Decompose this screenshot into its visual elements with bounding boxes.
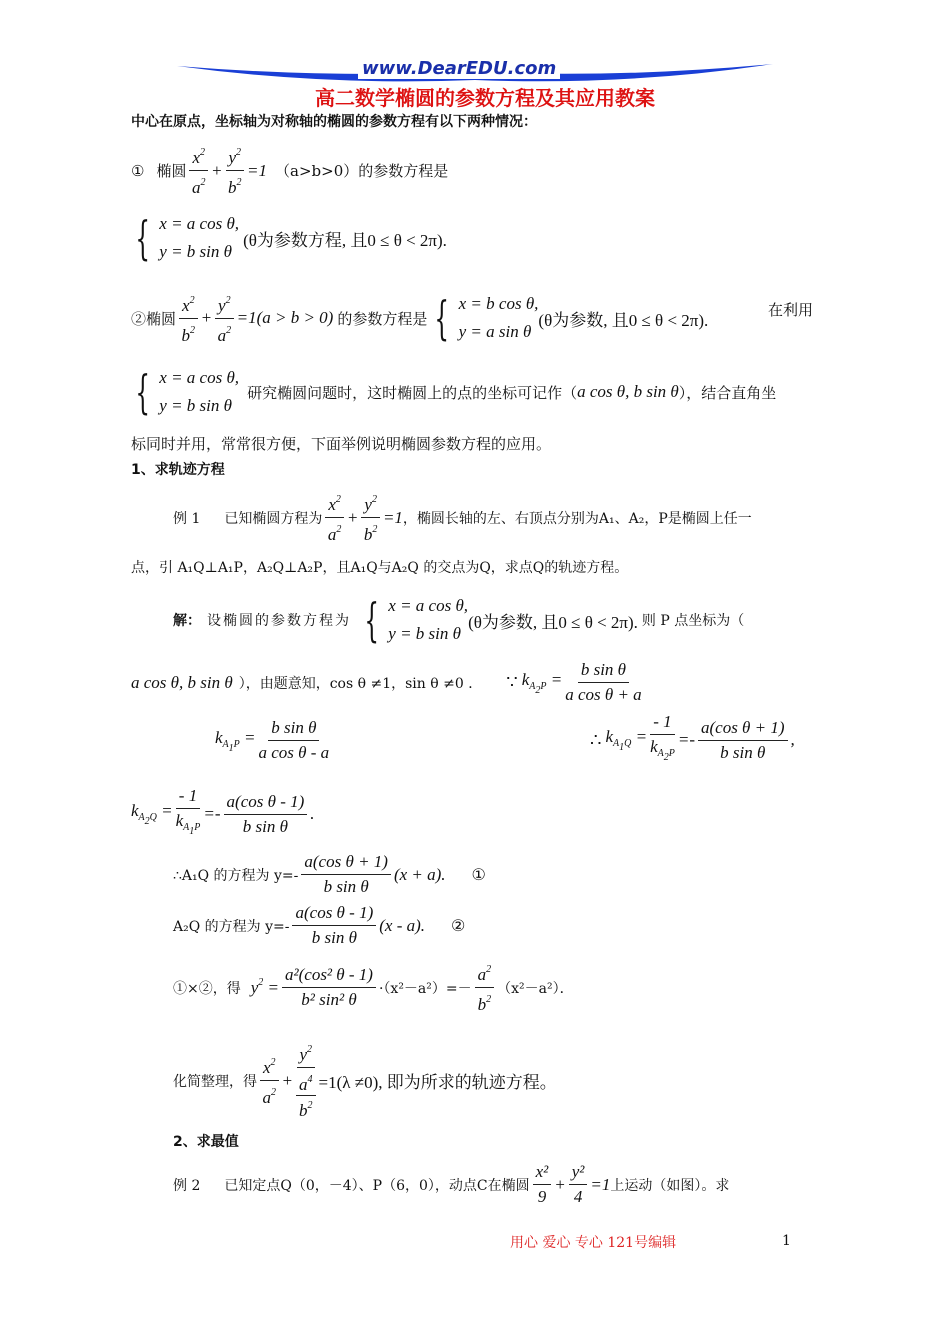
because-symbol: ∵ [506, 672, 518, 693]
solution-text2: 则 P 点坐标为（ [641, 613, 745, 629]
case1-label: 椭圆 [156, 162, 187, 180]
solution-row1: x = a cos θ, [388, 596, 469, 615]
example1-label: 例 1 [173, 510, 201, 527]
simplify-frac-y: $y^2$ $a^4$ $b^2$ [296, 1040, 316, 1121]
simplify-frac-x: $\frac{x^2}{a^2}$ [260, 1053, 279, 1108]
case2-frac-y: $\frac{y^2}{a^2}$ [215, 291, 234, 346]
case1-line: ① 椭圆 $\frac{x^2}{a^2}$ + $\frac{y^2}{b^2}$ =1 （a>b>0）的参数方程是 [131, 143, 448, 198]
case2-row1: x = b cos θ, [458, 294, 539, 313]
mult-frac2: $\frac{a^2}{b^2}$ [475, 960, 495, 1015]
therefore-symbol: ∴ [590, 729, 602, 751]
example1-line: 例 1 已知椭圆方程为 $\frac{x^2}{a^2}$ + $\frac{y^2}{b^2}$ =1 ，椭圆长轴的左、右顶点分别为A₁、A₂，P是椭圆上任一 [173, 490, 752, 545]
k-a1p-line: $k_{A_1P}$ = $\frac{\text{b sin θ}}{\text{a cos θ - a}}$ [215, 718, 330, 762]
solution-text1: 设椭圆的参数方程为 [207, 613, 351, 629]
example2-text1: 已知定点Q（0，－4）、P（6，0），动点C在椭圆 [224, 1177, 530, 1194]
k-a1q-rhs-frac: $\frac{\text{a(cos θ + 1)}}{\text{b sin θ}}$ [698, 718, 788, 763]
simplify-line: 化简整理，得 $\frac{x^2}{a^2}$ + $y^2$ $a^4$ $b^2$ =1(λ ≠0), 即为所求的轨迹方程。 [173, 1040, 557, 1121]
note-row2: y = b sin θ [159, 396, 232, 415]
section2-heading: 2、求最值 [173, 1134, 239, 1150]
note-line [128, 364, 776, 420]
example2-text2: 上运动（如图）。求 [610, 1177, 730, 1194]
mult-mid: ·（x²－a²）=－ [378, 980, 472, 997]
intro-text: 中心在原点，坐标轴为对称轴的椭圆的参数方程有以下两种情况： [131, 114, 537, 130]
case1-frac-y: $\frac{y^2}{b^2}$ [226, 143, 245, 198]
note-point: a cos θ, b sin θ [577, 382, 679, 401]
solution-row2: y = b sin θ [388, 624, 461, 643]
solution-point: a cos θ, b sin θ [131, 672, 233, 692]
example1-text1: 已知椭圆方程为 [224, 510, 323, 527]
eq2-prefix: A₂Q 的方程为 y=- [173, 918, 290, 935]
page-title: 高二数学椭圆的参数方程及其应用教案 [315, 86, 655, 110]
case1-param: (θ为参数方程, 且0 ≤ θ < 2π). [243, 230, 447, 250]
case2-rhs: =1(a > b > 0) [236, 308, 334, 327]
example1-text2: ，椭圆长轴的左、右顶点分别为A₁、A₂，P是椭圆上任一 [402, 510, 752, 527]
solution-line2: a cos θ, b sin θ ），由题意知，cos θ ≠1，sin θ ≠0 ． ∵ $k_{A_2P}$ = $\frac{\text{b sin θ}}{\text{a cos θ + a}}$ [131, 660, 642, 704]
k-a1p-frac: $\frac{\text{b sin θ}}{\text{a cos θ - a}}$ [258, 718, 330, 762]
case2-marker: ②椭圆 [131, 309, 177, 328]
example1-frac-x: $\frac{x^2}{a^2}$ [325, 490, 344, 545]
eq1-prefix: ∴A₁Q 的方程为 y=- [173, 867, 299, 884]
k-a2q-line: $k_{A_2Q}$ = $\frac{- 1}{k_{A_1P}}$ =- $\frac{\text{a(cos θ - 1)}}{\text{b sin θ}}$ . [131, 786, 315, 842]
page-number: 1 [782, 1233, 791, 1249]
case2-param: (θ为参数, 且0 ≤ θ < 2π). [538, 310, 709, 330]
case1-marker: ① [131, 161, 145, 180]
k-a1q-line: ∴ $k_{A_1Q}$ = $\frac{- 1}{k_{A_2P}}$ =- $\frac{\text{a(cos θ + 1)}}{\text{b sin θ}}$ , [590, 712, 795, 768]
left-brace-icon: { [434, 291, 450, 345]
eq2-tail: (x - a). [379, 915, 426, 935]
footer-slogan: 用心 爱心 专心 121号编辑 [510, 1235, 677, 1251]
equation1-line [173, 852, 486, 897]
mult-frac: $\frac{\text{a²(cos² θ - 1)}}{\text{b² sin² θ}}$ [282, 965, 376, 1010]
note-line2: 标同时并用，常常很方便，下面举例说明椭圆参数方程的应用。 [131, 435, 552, 453]
case2-line: ②椭圆 $\frac{x^2}{b^2}$ + $\frac{y^2}{a^2}$ =1(a > b > 0) 的参数方程是 { x = b cos θ, y = a sin θ (θ为参数, 且0 ≤ θ < 2π). [131, 291, 709, 345]
example2-frac-y: $\frac{\text{y²}}{4}$ [569, 1162, 588, 1207]
note-row1: x = a cos θ, [159, 368, 240, 387]
case2-row2: y = a sin θ [458, 322, 532, 341]
example2-line: 例 2 已知定点Q（0，－4）、P（6，0），动点C在椭圆 $\frac{\text{x²}}{9}$ + $\frac{\text{y²}}{4}$ =1 上运动（如图）。求 [173, 1162, 730, 1206]
simplify-tail: =1(λ ≠0), 即为所求的轨迹方程。 [318, 1073, 557, 1092]
left-brace-icon: { [135, 211, 150, 265]
case1-rhs: =1 [247, 160, 268, 180]
eq2-frac: $\frac{\text{a(cos θ - 1)}}{\text{b sin θ}}$ [292, 903, 376, 948]
example1-frac-y: $\frac{y^2}{b^2}$ [361, 490, 380, 545]
site-name[interactable]: www.DearEDU.com [358, 58, 560, 79]
note-text1: 研究椭圆问题时，这时椭圆上的点的坐标可记作（ [247, 383, 578, 402]
example2-label: 例 2 [173, 1177, 201, 1194]
case2-tail: 在利用 [768, 301, 814, 319]
solution-line [173, 592, 744, 648]
simplify-prefix: 化简整理，得 [173, 1073, 257, 1090]
note-text2: ），结合直角坐 [678, 383, 777, 402]
example2-frac-x: $\frac{\text{x²}}{9}$ [533, 1162, 552, 1207]
section1-heading: 1、求轨迹方程 [131, 462, 225, 478]
mult-prefix: ①×②，得 [173, 980, 241, 997]
eq1-frac: $\frac{\text{a(cos θ + 1)}}{\text{b sin θ}}$ [301, 852, 391, 897]
eq2-mark: ② [451, 916, 466, 935]
example1-line2: 点，引 A₁Q⊥A₁P，A₂Q⊥A₂P，且A₁Q与A₂Q 的交点为Q，求点Q的轨迹方程。 [131, 560, 629, 576]
mult-tail: （x²－a²）． [497, 980, 574, 997]
solution-param: (θ为参数, 且0 ≤ θ < 2π). [468, 612, 638, 632]
case1-system [128, 210, 447, 266]
case1-row1: x = a cos θ, [159, 214, 240, 233]
case1-frac-x: $\frac{x^2}{a^2}$ [189, 143, 208, 198]
left-brace-icon: { [135, 365, 150, 419]
k-a1q-mid-frac: $\frac{- 1}{k_{A_2P}}$ [650, 712, 675, 763]
eq1-tail: (x + a). [393, 864, 446, 884]
equation2-line [173, 903, 465, 948]
multiply-line: ①×②，得 $y^2$ = $\frac{\text{a²(cos² θ - 1)}}{\text{b² sin² θ}}$ ·（x²－a²）=－ $\frac{a^2}{b^2}$ （x²－a²）． [173, 960, 574, 1015]
eq1-mark: ① [471, 865, 486, 884]
case1-row2: y = b sin θ [159, 242, 232, 261]
k-a2q-mid-frac: $\frac{- 1}{k_{A_1P}}$ [175, 786, 201, 837]
case2-frac-x: $\frac{x^2}{b^2}$ [179, 291, 198, 346]
k-a2q-rhs-frac: $\frac{\text{a(cos θ - 1)}}{\text{b sin θ}}$ [224, 792, 308, 837]
solution-label: 解： [173, 613, 201, 629]
case2-condition: 的参数方程是 [337, 309, 428, 328]
k-a2p-frac: $\frac{\text{b sin θ}}{\text{a cos θ + a}}$ [565, 660, 642, 704]
left-brace-icon: { [364, 593, 379, 647]
solution-text3: ），由题意知，cos θ ≠1，sin θ ≠0 ． [238, 675, 483, 692]
case1-condition: （a>b>0）的参数方程是 [275, 162, 449, 180]
